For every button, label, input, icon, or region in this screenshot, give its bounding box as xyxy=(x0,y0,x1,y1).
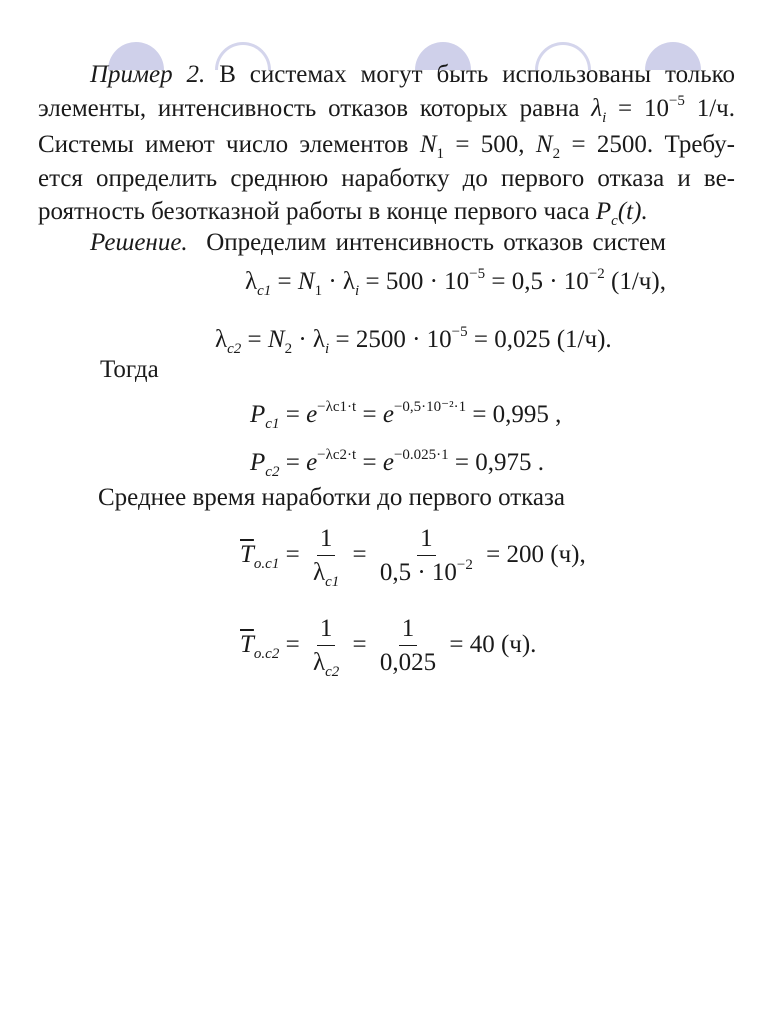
formula-lambda-c2: $\lambda_{c2} = N_2 \cdot \lambda_i = 2500 \cdot 10^{-5} = 0,025$ (1/ч). xyxy=(215,323,612,357)
text-then: Тогда xyxy=(100,356,159,383)
text: В системах могут быть использованы только xyxy=(219,61,736,88)
text: Системы имеют число элементов xyxy=(38,131,409,158)
text-line-2 xyxy=(38,94,735,124)
solution-label: Решение. xyxy=(90,229,188,256)
text-line-5: роятность безотказной работы в конце первого часа $P_c(t)$. xyxy=(38,198,648,229)
formula-t-c2: $\overline{T}_{o.c2}$ = $\frac{1}{\lambda_{c2}}$ = $\frac{1}{0,025}$ = 40 (ч). xyxy=(240,615,537,680)
lambda-expr: $\lambda_i = 10^{-5}$ xyxy=(591,92,685,126)
example-label: Пример 2. xyxy=(90,61,206,88)
p-symbol: P xyxy=(595,198,612,225)
formula-p-c2: $P_{c2} = e^{-\lambda c2\cdot t} = e^{-0.025\cdot 1} = 0,975$ . xyxy=(250,446,545,480)
formula-lambda-c1: $\lambda_{c1} = N_1 \cdot \lambda_i = 500 \cdot 10^{-5} = 0,5 \cdot 10^{-2}$ (1/ч), xyxy=(245,265,666,299)
n-values: $N_1 = 500$, $N_2 = 2500$. Требу- xyxy=(419,131,736,162)
text-line-6 xyxy=(90,228,666,258)
unit: 1/ч. xyxy=(696,95,735,122)
text-line-3 xyxy=(38,130,735,160)
text: роятность безотказной работы в конце первого часа xyxy=(38,198,590,225)
text-mean-time: Среднее время наработки до первого отказа xyxy=(98,484,566,511)
text-line-4: ется определить среднюю наработку до первого отказа и ве- xyxy=(38,165,735,192)
text-line-1 xyxy=(90,60,735,90)
formula-p-c1: $P_{c1} = e^{-\lambda c1\cdot t} = e^{-0,5\cdot 10^{-2}\cdot 1} = 0,995$ , xyxy=(250,398,562,432)
formula-t-c1: $\overline{T}_{o.c1}$ = $\frac{1}{\lambda_{c1}}$ = $\frac{1}{0,5 \cdot 10^{-2}}$ = 200 (ч), xyxy=(240,525,586,590)
text: Определим интенсивность отказов систем xyxy=(206,229,666,256)
text: элементы, интенсивность отказов которых равна xyxy=(38,95,580,122)
